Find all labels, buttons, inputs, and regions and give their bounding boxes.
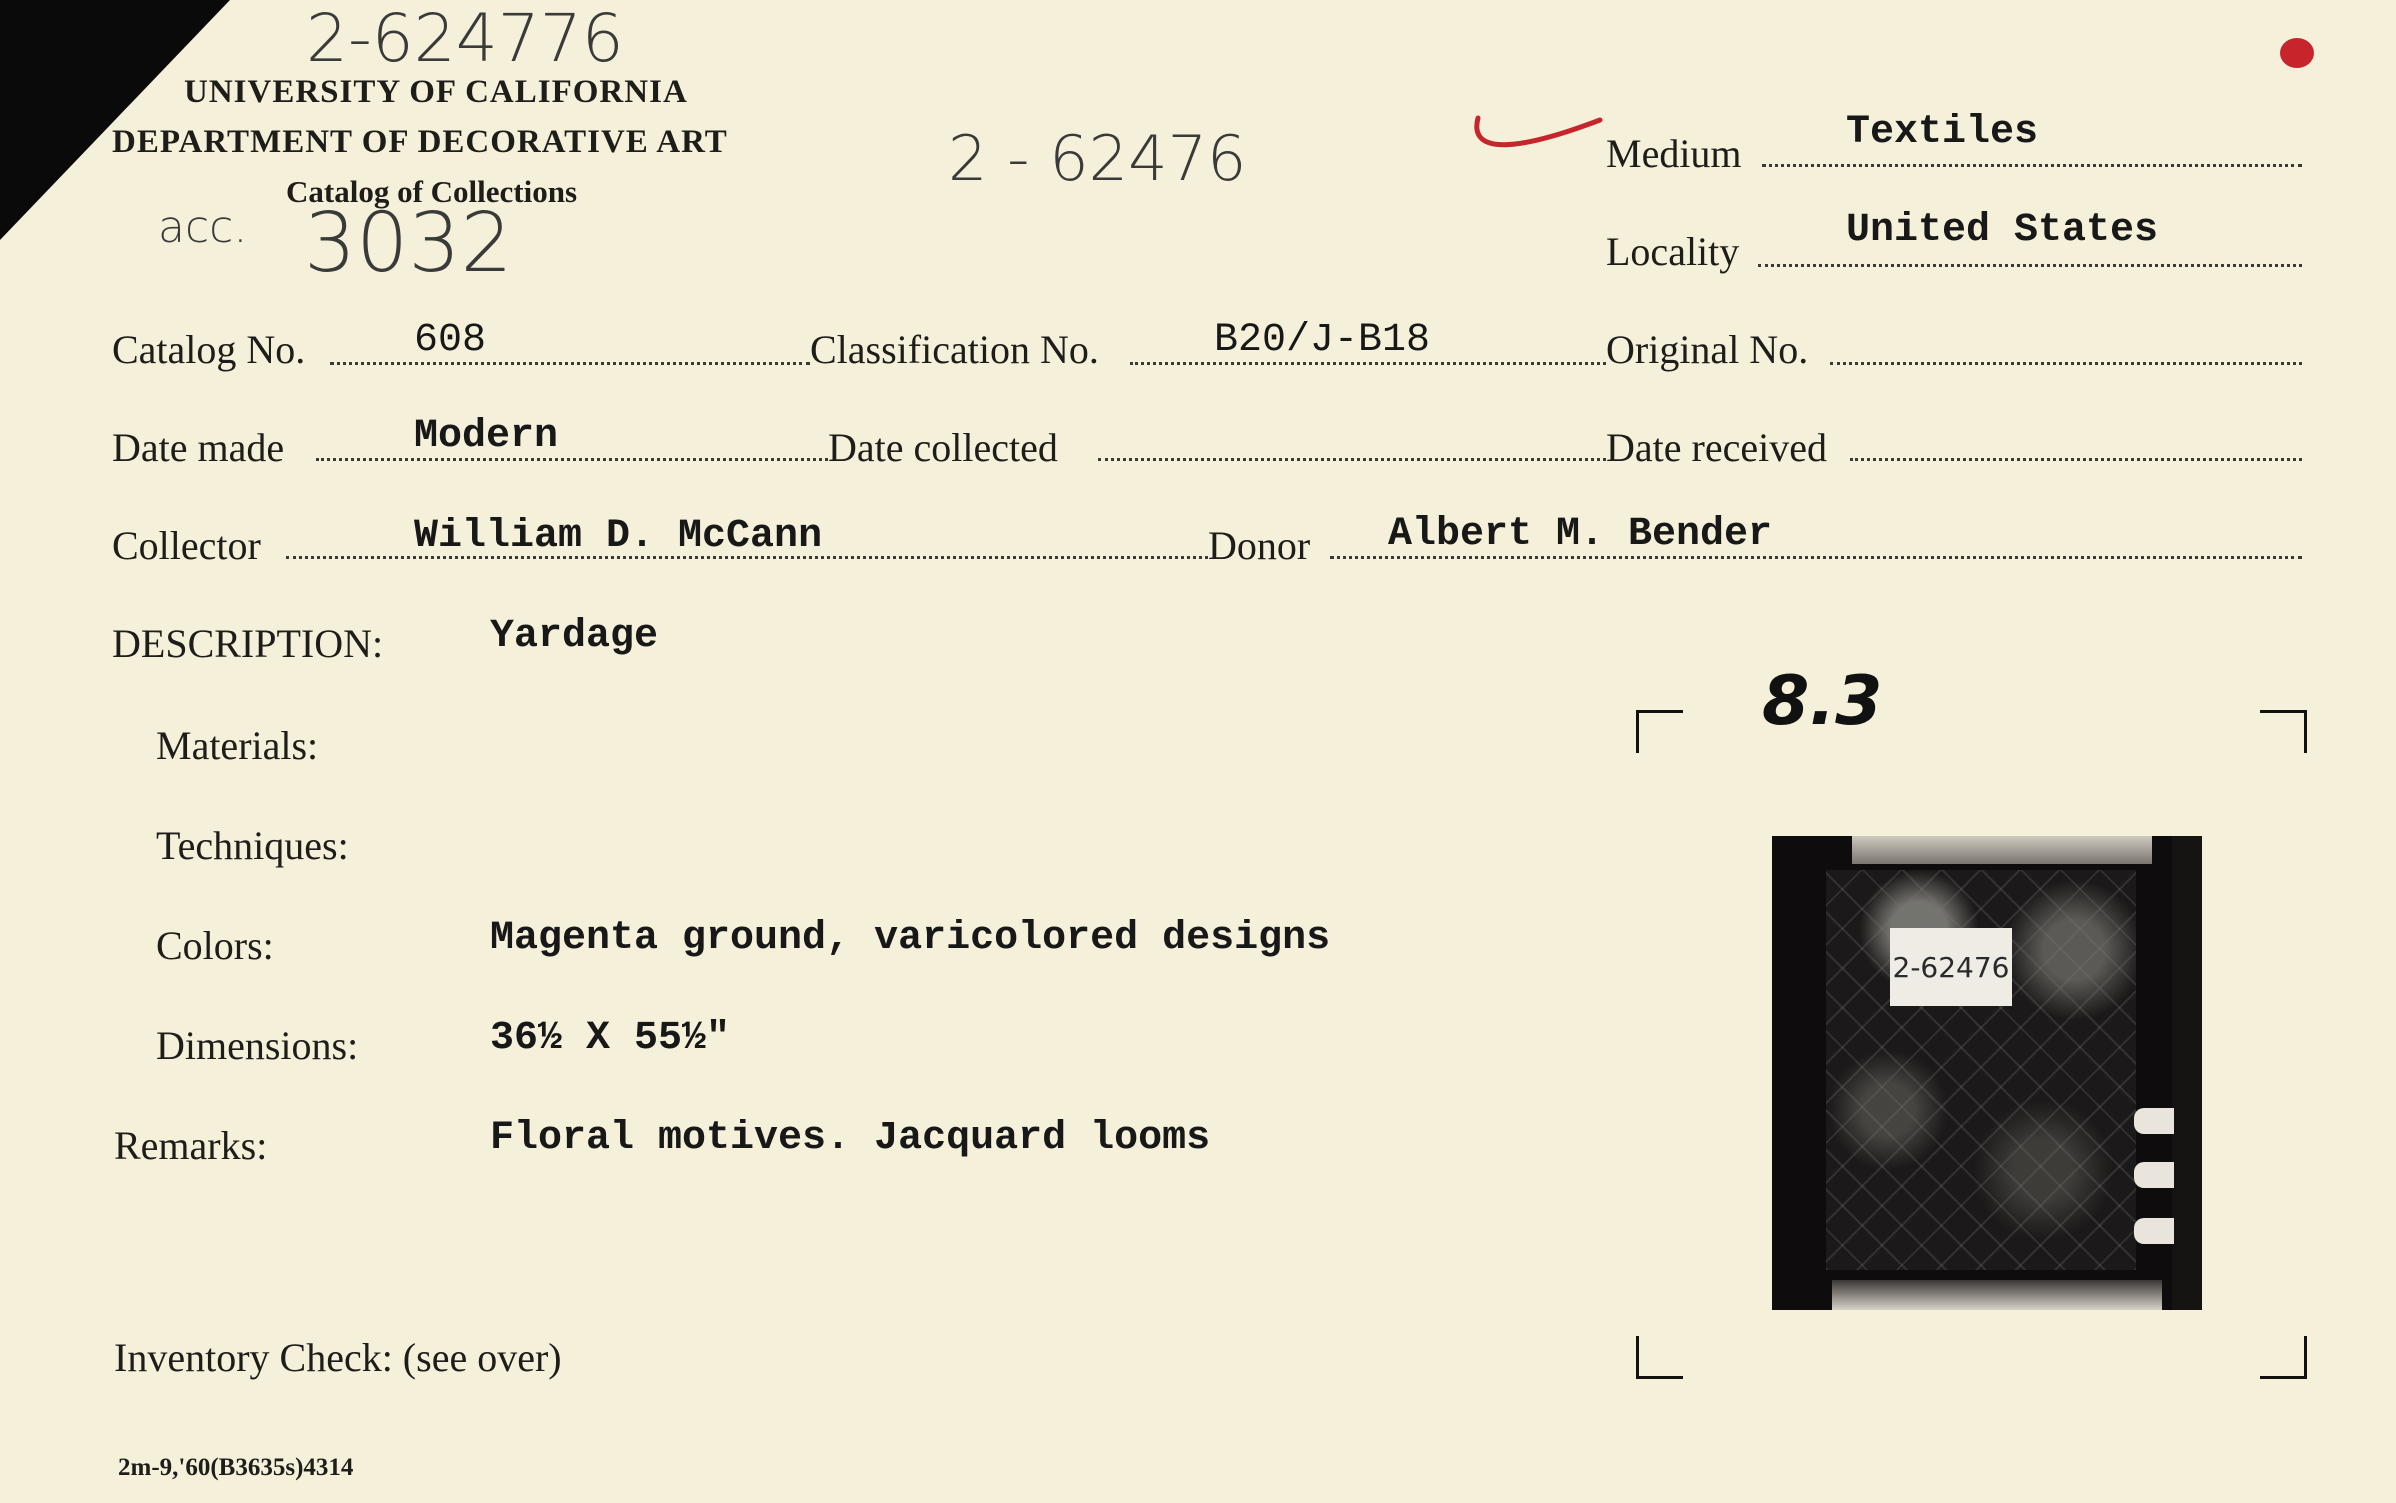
inventory-check: Inventory Check: (see over) — [114, 1335, 562, 1380]
photo-number: 8.3 — [1762, 662, 1883, 741]
date-made-label: Date made — [112, 425, 285, 470]
collector-value: William D. McCann — [414, 514, 823, 559]
locality-line — [1758, 264, 2302, 267]
date-collected-line — [1098, 458, 1606, 461]
medium-line — [1762, 164, 2302, 167]
dimensions-label: Dimensions: — [156, 1023, 359, 1068]
print-code: 2m-9,'60(B3635s)4314 — [118, 1454, 354, 1481]
date-made-line — [316, 458, 828, 461]
classification-label: Classification No. — [810, 327, 1099, 372]
handwritten-top-number: 2-624776 — [306, 0, 624, 77]
remarks-value: Floral motives. Jacquard looms — [490, 1116, 1211, 1161]
catalog-no-label: Catalog No. — [112, 327, 306, 372]
handwritten-center-number: 2 - 62476 — [948, 122, 1247, 195]
catalog-title: Catalog of Collections — [286, 174, 578, 209]
donor-label: Donor — [1208, 523, 1311, 568]
textile-photo — [1772, 836, 2202, 1310]
collector-label: Collector — [112, 523, 261, 568]
university-heading: UNIVERSITY OF CALIFORNIA — [184, 74, 688, 110]
original-no-label: Original No. — [1606, 327, 1809, 372]
dimensions-value: 36½ X 55½" — [490, 1016, 731, 1061]
classification-value: B20/J-B18 — [1214, 318, 1431, 363]
catalog-no-value: 608 — [414, 318, 487, 363]
date-made-value: Modern — [414, 414, 559, 459]
medium-label: Medium — [1606, 131, 1742, 176]
description-value: Yardage — [490, 614, 659, 659]
colors-label: Colors: — [156, 923, 274, 968]
date-received-line — [1850, 458, 2302, 461]
acc-prefix: acc. — [158, 202, 248, 253]
remarks-label: Remarks: — [114, 1123, 268, 1168]
photo-frame-corner-tr — [2260, 710, 2307, 753]
materials-label: Materials: — [156, 723, 319, 768]
red-dot-mark — [2280, 38, 2314, 68]
photo-frame-corner-br — [2260, 1336, 2307, 1379]
locality-label: Locality — [1606, 229, 1740, 274]
photo-tag: 2-62476 — [1890, 928, 2012, 1006]
colors-value: Magenta ground, varicolored designs — [490, 916, 1331, 961]
photo-frame-corner-bl — [1636, 1336, 1683, 1379]
description-label: DESCRIPTION: — [112, 621, 384, 666]
red-check-mark — [1470, 108, 1610, 168]
photo-frame-corner-tl — [1636, 710, 1683, 753]
medium-value: Textiles — [1846, 110, 2039, 155]
department-heading: DEPARTMENT OF DECORATIVE ART — [112, 124, 728, 160]
acc-number: 3032 — [304, 196, 513, 291]
catalog-no-line — [330, 362, 810, 365]
donor-value: Albert M. Bender — [1388, 512, 1773, 557]
techniques-label: Techniques: — [156, 823, 349, 868]
date-collected-label: Date collected — [828, 425, 1058, 470]
original-no-line — [1830, 362, 2302, 365]
locality-value: United States — [1846, 208, 2159, 253]
date-received-label: Date received — [1606, 425, 1827, 470]
